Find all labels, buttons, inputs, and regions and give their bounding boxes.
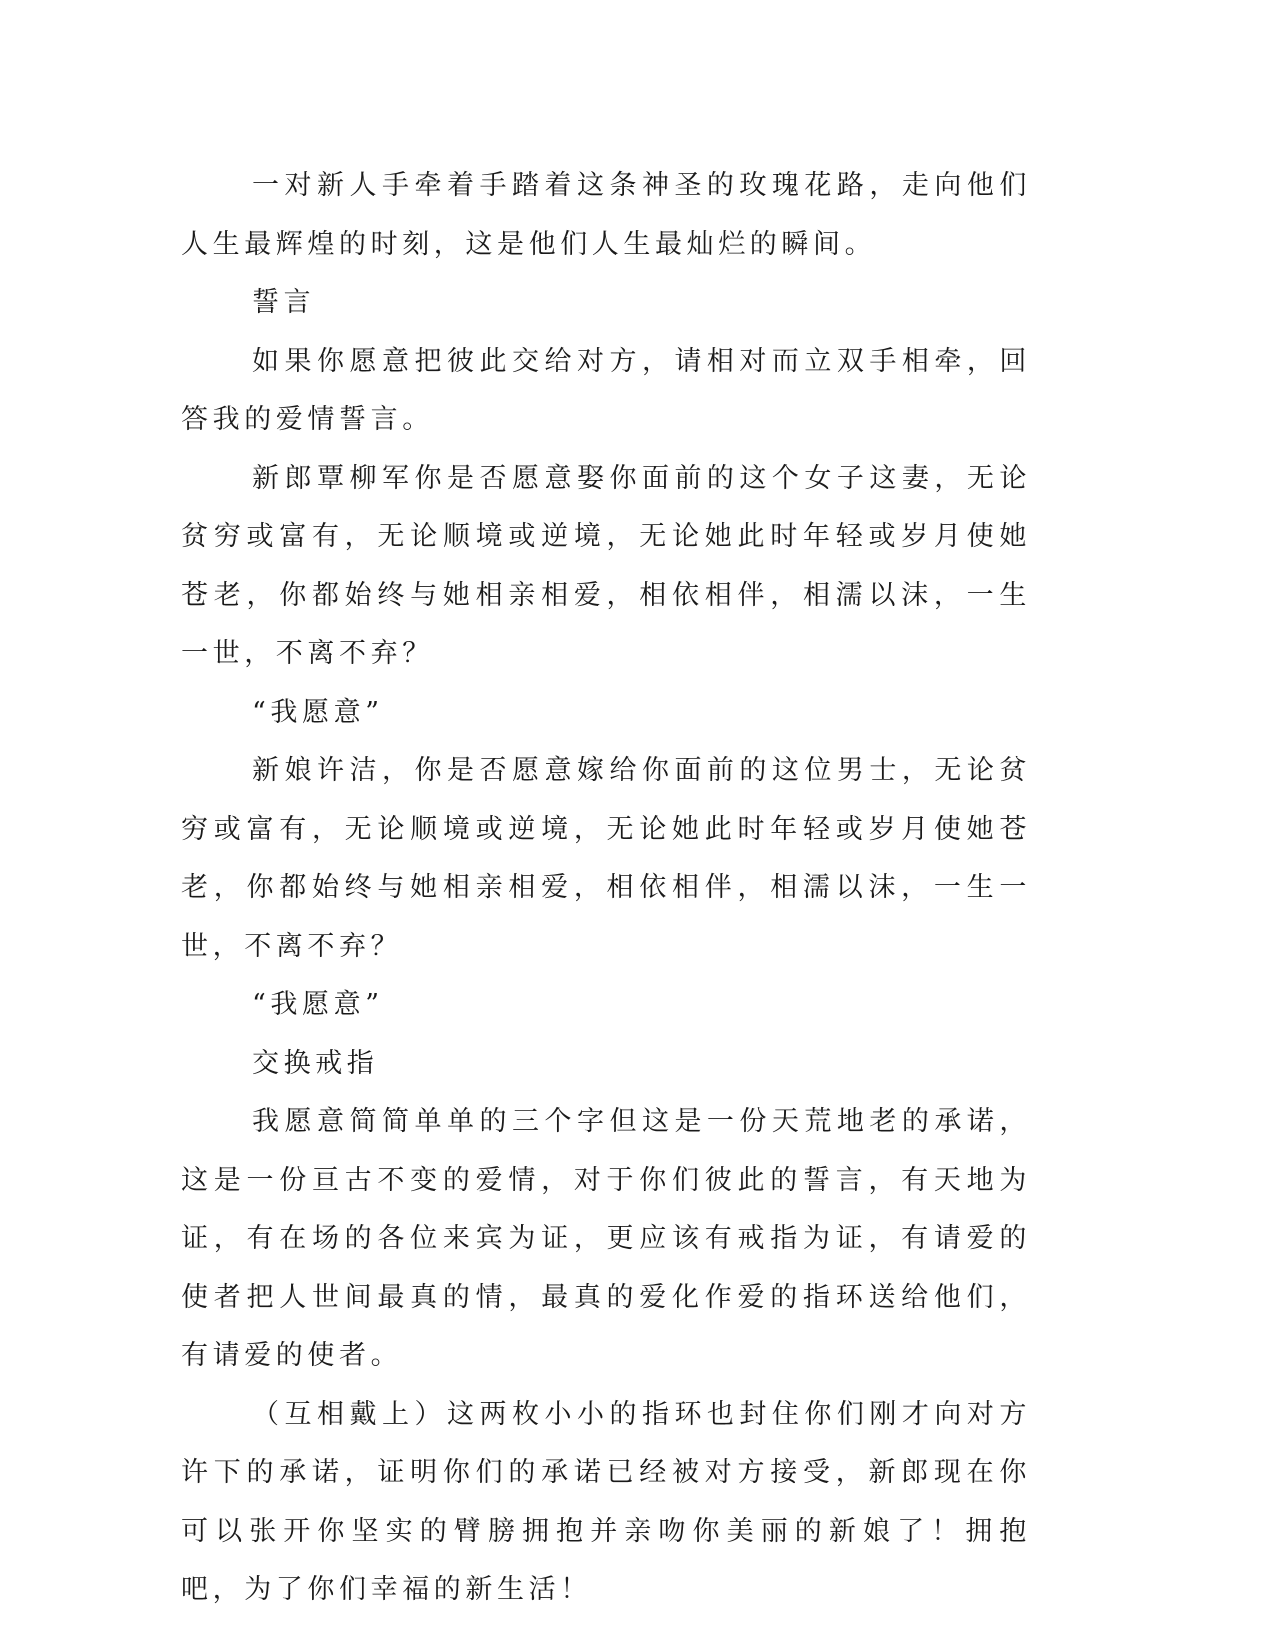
paragraph-groom-vow: 新郎覃柳军你是否愿意娶你面前的这个女子这妻，无论贫穷或富有，无论顺境或逆境，无论她此时年轻或岁月使她苍老，你都始终与她相亲相爱，相依相伴，相濡以沫，一生一世，不离不弃？ — [181, 462, 1031, 669]
heading-ring-exchange: 交换戒指 — [252, 1047, 379, 1079]
paragraph-entrance: 一对新人手牵着手踏着这条神圣的玫瑰花路，走向他们人生最辉煌的时刻，这是他们人生最灿烂的瞬间。 — [181, 170, 1031, 260]
heading-vows: 誓言 — [252, 287, 316, 318]
paragraph-vows-intro: 如果你愿意把彼此交给对方，请相对而立双手相牵，回答我的爱情誓言。 — [181, 345, 1031, 435]
bride-answer: “我愿意” — [252, 989, 384, 1020]
document-body — [181, 157, 1031, 1620]
paragraph-ring-wearing: （互相戴上）这两枚小小的指环也封住你们刚才向对方许下的承诺，证明你们的承诺已经被对方接受，新郎现在你可以张开你坚实的臂膀拥抱并亲吻你美丽的新娘了！拥抱吧，为了你们幸福的新生活！ — [181, 1398, 1031, 1605]
groom-answer: “我愿意” — [252, 696, 384, 728]
paragraph-bride-vow: 新娘许洁，你是否愿意嫁给你面前的这位男士，无论贫穷或富有，无论顺境或逆境，无论她此时年轻或岁月使她苍老，你都始终与她相亲相爱，相依相伴，相濡以沫，一生一世，不离不弃？ — [181, 755, 1031, 962]
paragraph-ring-promise: 我愿意简简单单的三个字但这是一份天荒地老的承诺，这是一份亘古不变的爱情，对于你们彼此的誓言，有天地为证，有在场的各位来宾为证，更应该有戒指为证，有请爱的使者把人世间最真的情，最真的爱化作爱的指环送给他们，有请爱的使者。 — [181, 1106, 1031, 1371]
